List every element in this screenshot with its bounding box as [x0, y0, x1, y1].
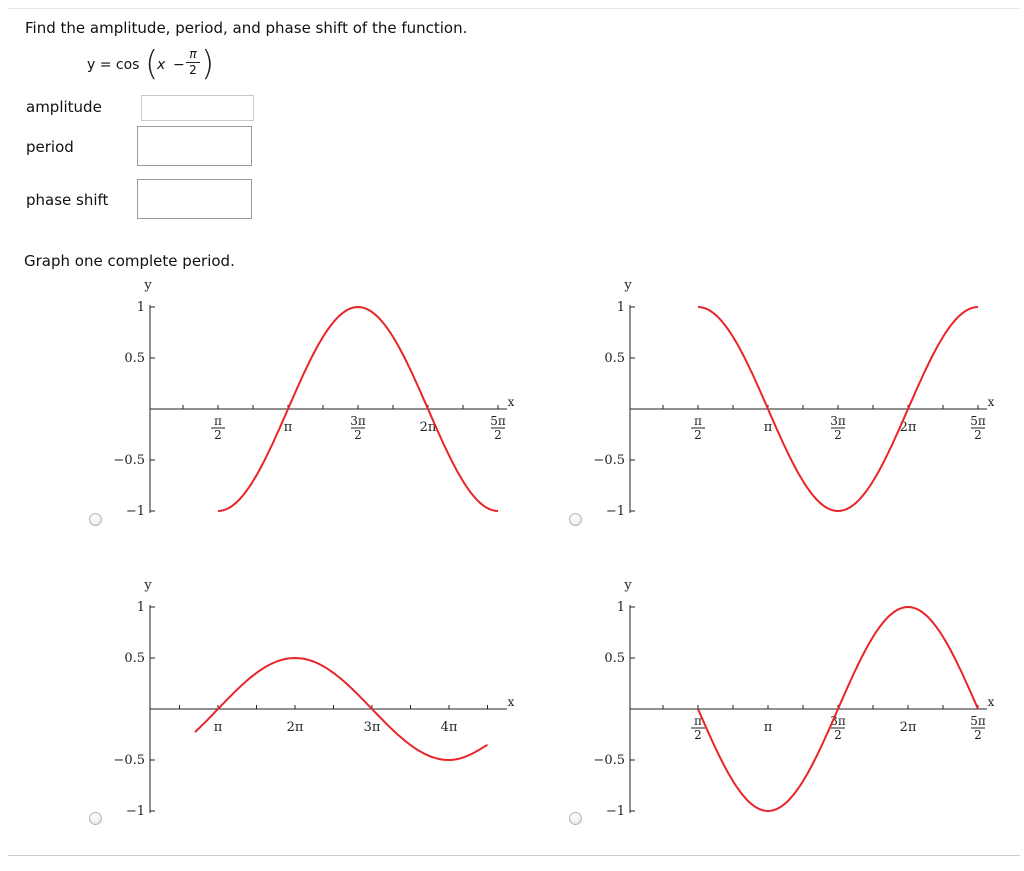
y-tick-label: 0.5 [604, 651, 625, 666]
tick-denominator: 2 [354, 428, 362, 442]
amplitude-label: amplitude [26, 98, 102, 116]
tick-denominator: 2 [694, 728, 702, 742]
x-tick-label [764, 420, 773, 435]
y-tick-label: 0.5 [124, 651, 145, 666]
x-tick-label [211, 414, 225, 442]
y-tick-label: −1 [125, 804, 145, 819]
chart-option-c [113, 578, 514, 819]
x-axis-label: x [987, 395, 995, 409]
tick-numerator: 5π [970, 714, 986, 728]
tick-numerator: 3π [830, 414, 846, 428]
x-axis-label: x [987, 695, 995, 709]
tick-label: π [763, 720, 773, 735]
x-tick-label [490, 414, 506, 442]
tick-numerator: π [694, 714, 702, 728]
tick-numerator: 5π [490, 414, 506, 428]
x-tick-label [691, 414, 705, 442]
y-tick-label: −1 [605, 504, 625, 519]
tick-denominator: 2 [494, 428, 502, 442]
tick-numerator: 3π [830, 714, 846, 728]
tick-denominator: 2 [214, 428, 222, 442]
equation-var: x [157, 57, 166, 73]
x-axis-label: x [507, 695, 515, 709]
y-tick-label: −0.5 [593, 453, 625, 468]
y-tick-label: −0.5 [593, 753, 625, 768]
fraction-denominator: 2 [189, 63, 197, 77]
y-tick-label: −0.5 [113, 753, 145, 768]
period-label: period [26, 138, 74, 156]
y-tick-label: 0.5 [604, 351, 625, 366]
tick-numerator: π [214, 414, 222, 428]
graph-prompt: Graph one complete period. [24, 252, 235, 270]
chart-option-d [593, 578, 994, 819]
x-tick-label [830, 714, 846, 742]
chart-option-a [113, 278, 514, 519]
x-tick-label [970, 414, 986, 442]
phase-shift-label: phase shift [26, 191, 109, 209]
fraction-numerator: π [189, 47, 197, 61]
chart-option-b [593, 278, 994, 519]
x-tick-label [364, 720, 381, 735]
tick-denominator: 2 [974, 428, 982, 442]
y-axis-label: y [624, 278, 632, 293]
x-tick-label [900, 720, 917, 735]
x-tick-label [764, 720, 773, 735]
y-tick-label: 1 [136, 600, 145, 615]
left-paren: ( [145, 44, 159, 84]
y-tick-label: −1 [605, 804, 625, 819]
tick-denominator: 2 [974, 728, 982, 742]
x-tick-label [830, 414, 846, 442]
tick-label: 2π [286, 720, 304, 735]
x-tick-label [287, 720, 304, 735]
tick-denominator: 2 [834, 728, 842, 742]
x-tick-label [441, 720, 458, 735]
tick-label: π [213, 720, 223, 735]
x-tick-label [284, 420, 293, 435]
y-tick-label: −0.5 [113, 453, 145, 468]
y-tick-label: 0.5 [124, 351, 145, 366]
equation-minus: − [173, 57, 185, 73]
tick-numerator: 3π [350, 414, 366, 428]
equation-lhs: y = cos [87, 57, 140, 73]
right-paren: ) [201, 44, 215, 84]
y-axis-label: y [624, 578, 632, 593]
x-tick-label [350, 414, 366, 442]
y-axis-label: y [144, 578, 152, 593]
tick-label: π [763, 420, 773, 435]
tick-label: 4π [440, 720, 458, 735]
tick-denominator: 2 [694, 428, 702, 442]
y-tick-label: 1 [136, 300, 145, 315]
tick-numerator: π [694, 414, 702, 428]
tick-numerator: 5π [970, 414, 986, 428]
tick-label: 2π [899, 420, 917, 435]
x-tick-label [214, 720, 223, 735]
tick-label: 3π [363, 720, 381, 735]
tick-label: 2π [899, 720, 917, 735]
y-tick-label: 1 [616, 300, 625, 315]
y-tick-label: 1 [616, 600, 625, 615]
y-tick-label: −1 [125, 504, 145, 519]
x-tick-label [970, 714, 986, 742]
question-prompt: Find the amplitude, period, and phase shift of the function. [25, 19, 468, 37]
x-axis-label: x [507, 395, 515, 409]
tick-denominator: 2 [834, 428, 842, 442]
tick-label: π [283, 420, 293, 435]
tick-label: 2π [419, 420, 437, 435]
y-axis-label: y [144, 278, 152, 293]
